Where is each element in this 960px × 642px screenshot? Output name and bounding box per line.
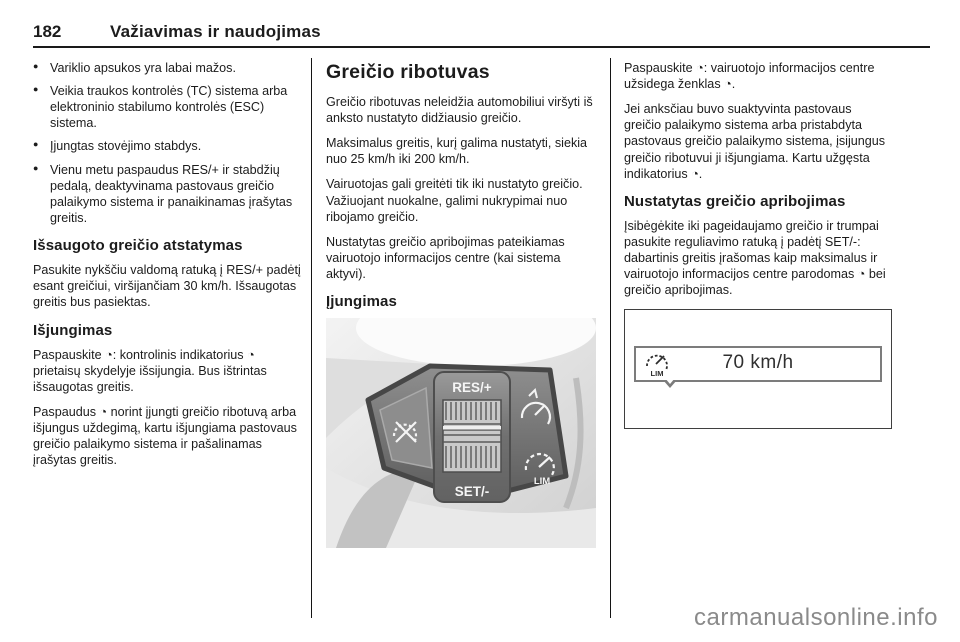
deactivation-cause-list — [33, 60, 301, 226]
page-number: 182 — [33, 22, 62, 41]
chapter-heading-speed-limiter: Greičio ribotuvas — [326, 61, 490, 83]
thumbwheel — [443, 400, 501, 472]
lim-label: LIM — [650, 368, 664, 378]
set-minus-label: SET/- — [454, 484, 490, 500]
paragraph: Paspaudus ◔ norint įjungti greičio ribotuvą arba išjungus uždegimą, kartu išjungiama pastovaus greičio palaikymo sistema ir pašalinamas įrašytas greitis. — [33, 405, 297, 468]
list-item: ● Įjungtas stovėjimo stabdys. — [33, 138, 301, 154]
column-divider-2 — [610, 58, 611, 618]
column-divider-1 — [311, 58, 312, 618]
page-title: Važiavimas ir naudojimas — [110, 22, 321, 41]
list-item: ● Variklio apsukos yra labai mažos. — [33, 60, 301, 76]
header-rule — [33, 46, 930, 48]
column-1 — [33, 60, 301, 477]
column-2 — [326, 60, 594, 548]
paragraph: Nustatytas greičio apribojimas pateikiamas vairuotojo informacijos centre (kai sistema aktyvi). — [326, 234, 565, 281]
list-item: ● Vienu metu paspaudus RES/+ ir stabdžių pedalą, deaktyvinama pastovaus greičio palaikymo sistema ir panaikinamas įrašytas greitis. — [33, 162, 301, 226]
thumbwheel-highlight — [443, 426, 501, 430]
paragraph: Jei anksčiau buvo suaktyvinta pastovaus greičio palaikymo sistema arba pristabdyta pastovaus greičio palaikymo sistema, įsijungus greičio ribotuvui ji išjungiama. Kartu užgęsta indikatorius ◔. — [624, 102, 886, 181]
section-heading-set-speed-limit: Nustatytas greičio apribojimas — [624, 192, 846, 210]
steering-wheel-photo — [326, 318, 596, 548]
display-notch-fill — [665, 378, 675, 384]
column-3 — [624, 60, 892, 429]
watermark: carmanualsonline.info — [694, 604, 938, 631]
paragraph: Greičio ribotuvas neleidžia automobiliui viršyti iš anksto nustatyto didžiausio greičio. — [326, 94, 593, 126]
steering-wheel-controls-figure — [326, 318, 596, 548]
driver-info-display-figure — [624, 309, 892, 429]
lim-label: LIM — [533, 476, 551, 488]
paragraph: Pasukite nykščiu valdomą ratuką į RES/+ padėtį esant greičiui, viršijančiam 30 km/h. Išsaugotas greitis bus pasiektas. — [33, 263, 301, 310]
paragraph: Įsibėgėkite iki pageidaujamo greičio ir trumpai pasukite reguliavimo ratuką į padėtį SET/-: dabartinis greitis įrašomas kaip maksimalus ir vairuotojo informacijos centre parodomas ◔ bei greičio apribojimas. — [624, 218, 886, 298]
section-heading-switch-off: Išjungimas — [33, 321, 113, 339]
list-item: ● Veikia traukos kontrolės (TC) sistema arba elektroninio stabilumo kontrolės (ESC) sistema. — [33, 83, 301, 131]
paragraph: Paspauskite ◔: kontrolinis indikatorius ◔ prietaisų skydelyje išsijungia. Bus ištrintas išsaugotas greitis. — [33, 347, 267, 394]
paragraph: Paspauskite ◔: vairuotojo informacijos centre užsidega ženklas ◔. — [624, 61, 875, 92]
limit-display-bar — [634, 346, 882, 382]
paragraph: Maksimalus greitis, kurį galima nustatyti, siekia nuo 25 km/h iki 200 km/h. — [326, 136, 588, 167]
paragraph: Vairuotojas gali greitėti tik iki nustatyto greičio. Važiuojant nuokalne, galimi nukrypimai nuo ribojamo greičio. — [326, 177, 583, 224]
section-heading-activation: Įjungimas — [326, 293, 397, 311]
speed-limit-value: 70 km/h — [722, 352, 794, 374]
res-plus-label: RES/+ — [452, 380, 492, 396]
section-heading-restore-speed: Išsaugoto greičio atstatymas — [33, 236, 243, 254]
